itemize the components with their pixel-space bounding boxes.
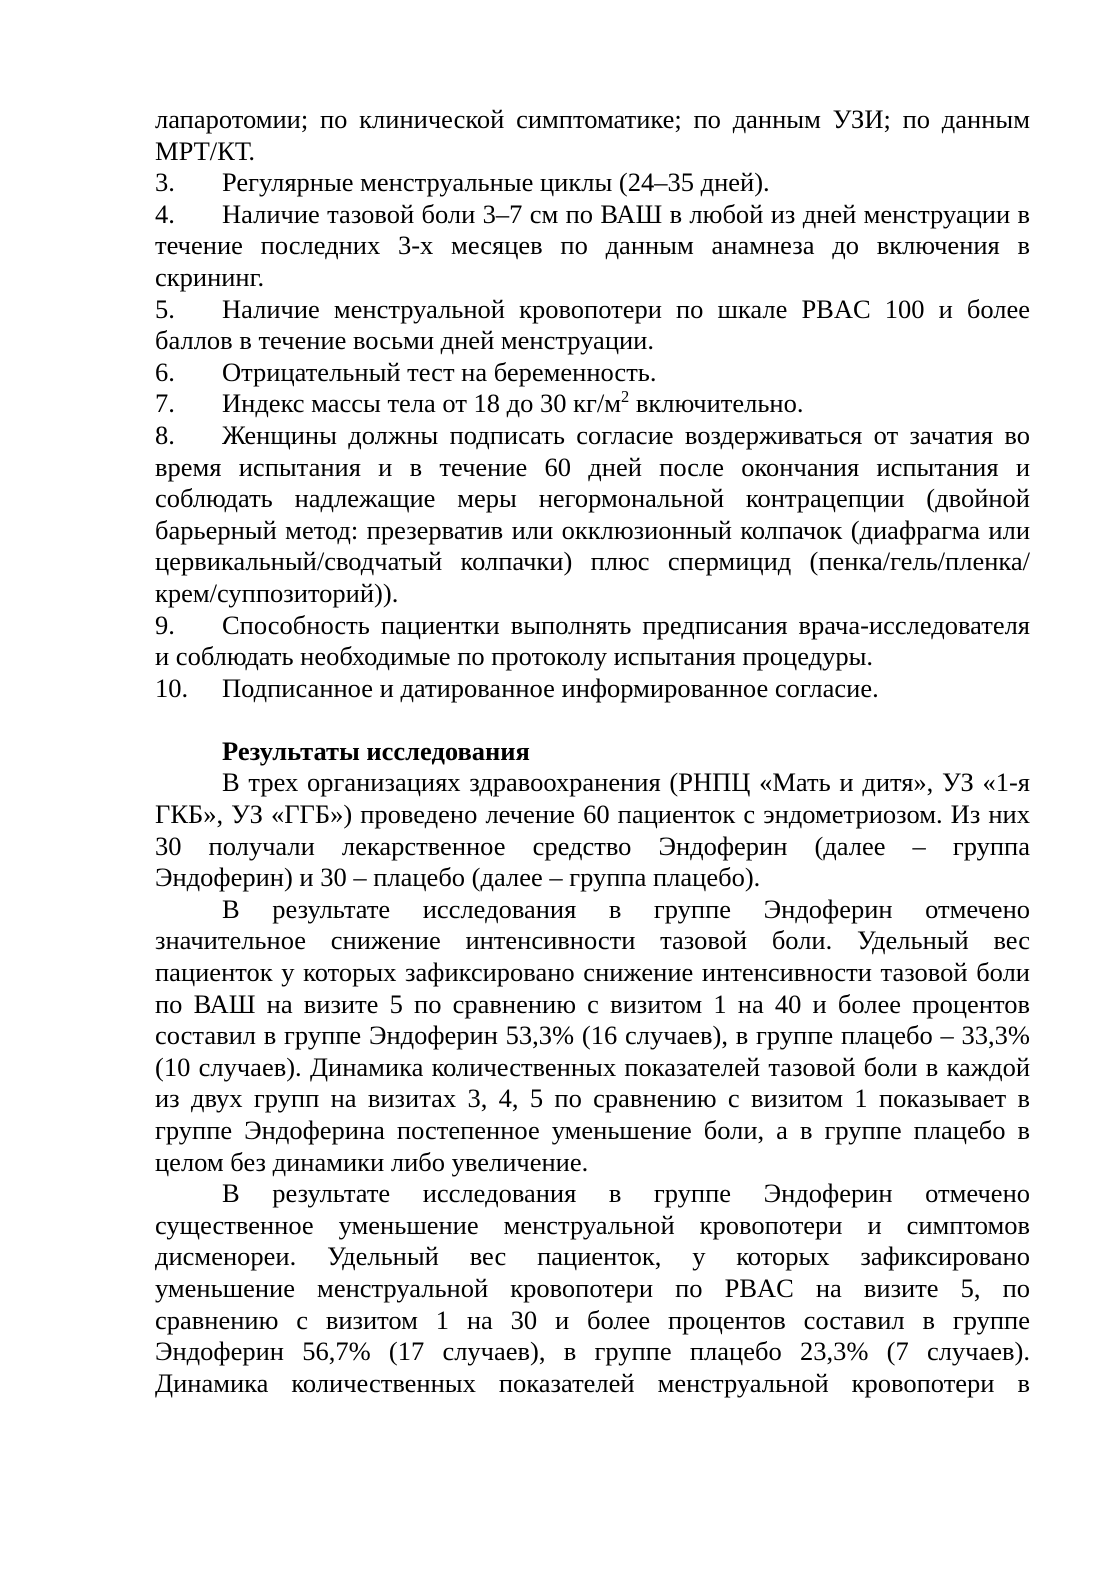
superscript-square: 2 (621, 387, 630, 407)
results-paragraph-3: В результате исследования в группе Эндоферин отмечено существенное уменьшение менструальной кровопотери и симптомов дисменореи. Удельный вес пациенток, у которых зафиксировано уменьшение менструальной кровопотери по PBAC на визите 5, по сравнению с визитом 1 на 30 и более процентов составил в группе Эндоферин 56,7% (17 случаев), в группе плацебо 23,3% (7 случаев). Динамика количественных показателей менструальной кровопотери в (155, 1178, 1030, 1398)
results-paragraph-1: В трех организациях здравоохранения (РНПЦ «Мать и дитя», УЗ «1-я ГКБ», УЗ «ГГБ») проведено лечение 60 пациенток с эндометриозом. Из них 30 получали лекарственное средство Эндоферин (далее – группа Эндоферин) и 30 – плацебо (далее – группа плацебо). (155, 767, 1030, 893)
list-item-text: Регулярные менструальные циклы (24–35 дней). (222, 167, 770, 198)
list-item-9 (155, 610, 1030, 673)
results-section-heading: Результаты исследования (222, 735, 530, 766)
list-item-number: 9. (155, 609, 175, 640)
list-item-6 (155, 357, 1030, 389)
list-item-text-after-superscript: включительно. (629, 388, 804, 419)
list-item-number: 5. (155, 293, 175, 324)
list-item-text: Отрицательный тест на беременность. (222, 356, 657, 387)
list-item-number: 4. (155, 198, 175, 229)
continued-paragraph: лапаротомии; по клинической симптоматике; по данным УЗИ; по данным МРТ/КТ. (155, 104, 1030, 166)
list-item-number: 6. (155, 356, 175, 387)
list-item-8 (155, 420, 1030, 610)
results-paragraph-2: В результате исследования в группе Эндоферин отмечено значительное снижение интенсивности тазовой боли. Удельный вес пациенток у которых зафиксировано снижение интенсивности тазовой боли по ВАШ на визите 5 по сравнению с визитом 1 на 40 и более процентов составил в группе Эндоферин 53,3% (16 случаев), в группе плацебо – 33,3% (10 случаев). Динамика количественных показателей тазовой боли в каждой из двух групп на визитах 3, 4, 5 по сравнению с визитом 1 показывает в группе Эндоферина постепенное уменьшение боли, а в группе плацебо в целом без динамики либо увеличение. (155, 893, 1030, 1177)
list-item-5 (155, 294, 1030, 357)
blank-line-spacer (155, 704, 1030, 736)
list-item-number: 3. (155, 167, 175, 198)
list-item-number: 8. (155, 419, 175, 450)
list-item-number: 7. (155, 388, 175, 419)
list-item-4 (155, 199, 1030, 294)
list-item-number: 10. (155, 672, 189, 703)
list-item-text: Подписанное и датированное информированное согласие. (222, 672, 879, 703)
list-item-text: Женщины должны подписать согласие воздерживаться от зачатия во время испытания и в течение 60 дней после окончания испытания и соблюдать надлежащие меры негормональной контрацепции (двойной барьерный метод: презерватив или окклюзионный колпачок (диафрагма или цервикальный/сводчатый колпачки) плюс спермицид (пенка/гель/пленка/крем/суппозиторий)). (155, 419, 1030, 608)
list-item-text: Наличие тазовой боли 3–7 см по ВАШ в любой из дней менструации в течение последних 3-х месяцев по данным анамнеза до включения в скрининг. (155, 198, 1030, 292)
list-item-text: Способность пациентки выполнять предписания врача-исследователя и соблюдать необходимые по протоколу испытания процедуры. (155, 609, 1030, 672)
list-item-3 (155, 167, 1030, 199)
list-item-text-before-superscript: Индекс массы тела от 18 до 30 кг/м (222, 388, 622, 419)
document-text-column (155, 104, 1030, 1399)
list-item-text: Наличие менструальной кровопотери по шкале PBAC 100 и более баллов в течение восьми дней менструации. (155, 293, 1030, 356)
list-item-7 (155, 388, 1030, 420)
list-item-10 (155, 673, 1030, 705)
